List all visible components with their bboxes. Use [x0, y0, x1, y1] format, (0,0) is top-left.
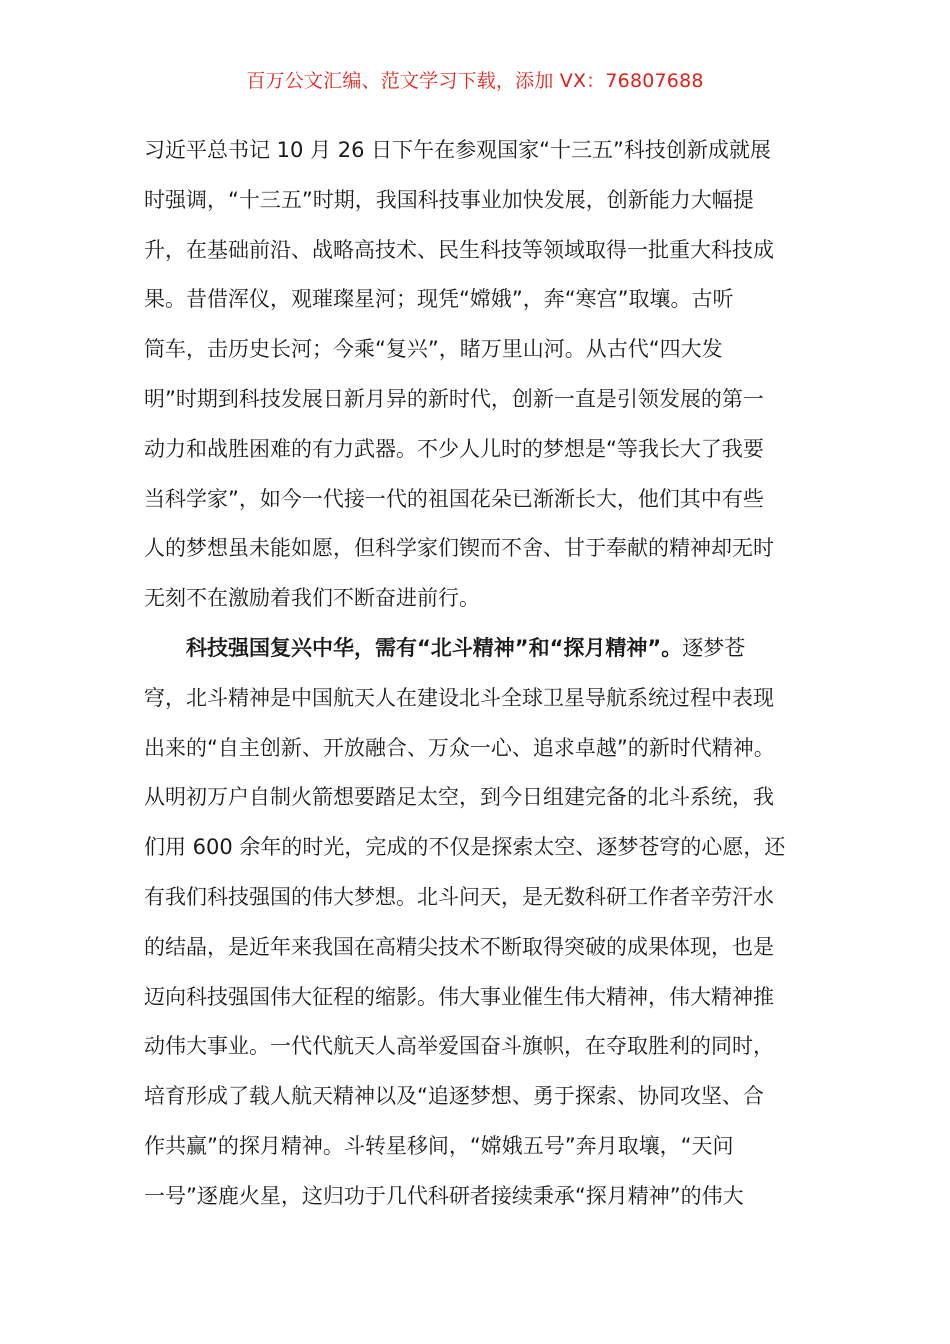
- text-line: 的结晶，是近年来我国在高精尖技术不断取得突破的成果体现，也是: [144, 934, 774, 959]
- text-line: 明”时期到科技发展日新月异的新时代，创新一直是引领发展的第一: [144, 386, 764, 411]
- text-line: 穹，北斗精神是中国航天人在建设北斗全球卫星导航系统过程中表现: [144, 685, 774, 710]
- text-line: 升，在基础前沿、战略高技术、民生科技等领域取得一批重大科技成: [144, 237, 774, 262]
- watermark-header: 百万公文汇编、范文学习下载，添加 VX：76807688: [246, 70, 704, 92]
- text-line: 习近平总书记 10 月 26 日下午在参观国家“十三五”科技创新成就展: [144, 138, 771, 162]
- text-line: 从明初万户自制火箭想要踏足太空，到今日组建完备的北斗系统，我: [144, 785, 774, 810]
- text-line: 一号”逐鹿火星，这归功于几代科研者接续秉承“探月精神”的伟大: [144, 1183, 744, 1208]
- text-line: 们用 600 余年的时光，完成的不仅是探索太空、逐梦苍穹的心愿，还: [144, 835, 786, 860]
- text-line: 作共赢”的探月精神。斗转星移间，“嫦娥五号”奔月取壤，“天问: [144, 1133, 734, 1158]
- text-line: 出来的“自主创新、开放融合、万众一心、追求卓越”的新时代精神。: [144, 735, 775, 760]
- text-line: 时强调，“十三五”时期，我国科技事业加快发展，创新能力大幅提: [144, 187, 754, 212]
- paragraph-1: [144, 126, 796, 624]
- text-line: 当科学家”，如今一代接一代的祖国花朵已渐渐长大，他们其中有些: [144, 486, 764, 511]
- text-line: 人的梦想虽未能如愿，但科学家们锲而不舍、甘于奉献的精神却无时: [144, 536, 774, 561]
- text-line: 有我们科技强国的伟大梦想。北斗问天，是无数科研工作者辛劳汗水: [144, 884, 774, 909]
- text-line: 动力和战胜困难的有力武器。不少人儿时的梦想是“等我长大了我要: [144, 436, 764, 461]
- document-body: [144, 126, 796, 1222]
- section-heading: 科技强国复兴中华，需有“北斗精神”和“探月精神”。: [186, 635, 683, 660]
- paragraph-2: [144, 624, 796, 1222]
- text-line: 无刻不在激励着我们不断奋进前行。: [144, 586, 480, 611]
- text-line: 果。昔借浑仪，观璀璨星河；现凭“嫦娥”，奔“寒宫”取壤。古听: [144, 287, 734, 312]
- text-line: 培育形成了载人航天精神以及“追逐梦想、勇于探索、协同攻坚、合: [144, 1084, 764, 1109]
- text-line: 迈向科技强国伟大征程的缩影。伟大事业催生伟大精神，伟大精神推: [144, 984, 774, 1009]
- paragraph-2-first-line: [144, 624, 796, 674]
- text-line: 筒车，击历史长河；今乘“复兴”，睹万里山河。从古代“四大发: [144, 337, 723, 362]
- text-fragment: 逐梦苍: [682, 635, 746, 660]
- text-line: 动伟大事业。一代代航天人高举爱国奋斗旗帜，在夺取胜利的同时，: [144, 1034, 774, 1059]
